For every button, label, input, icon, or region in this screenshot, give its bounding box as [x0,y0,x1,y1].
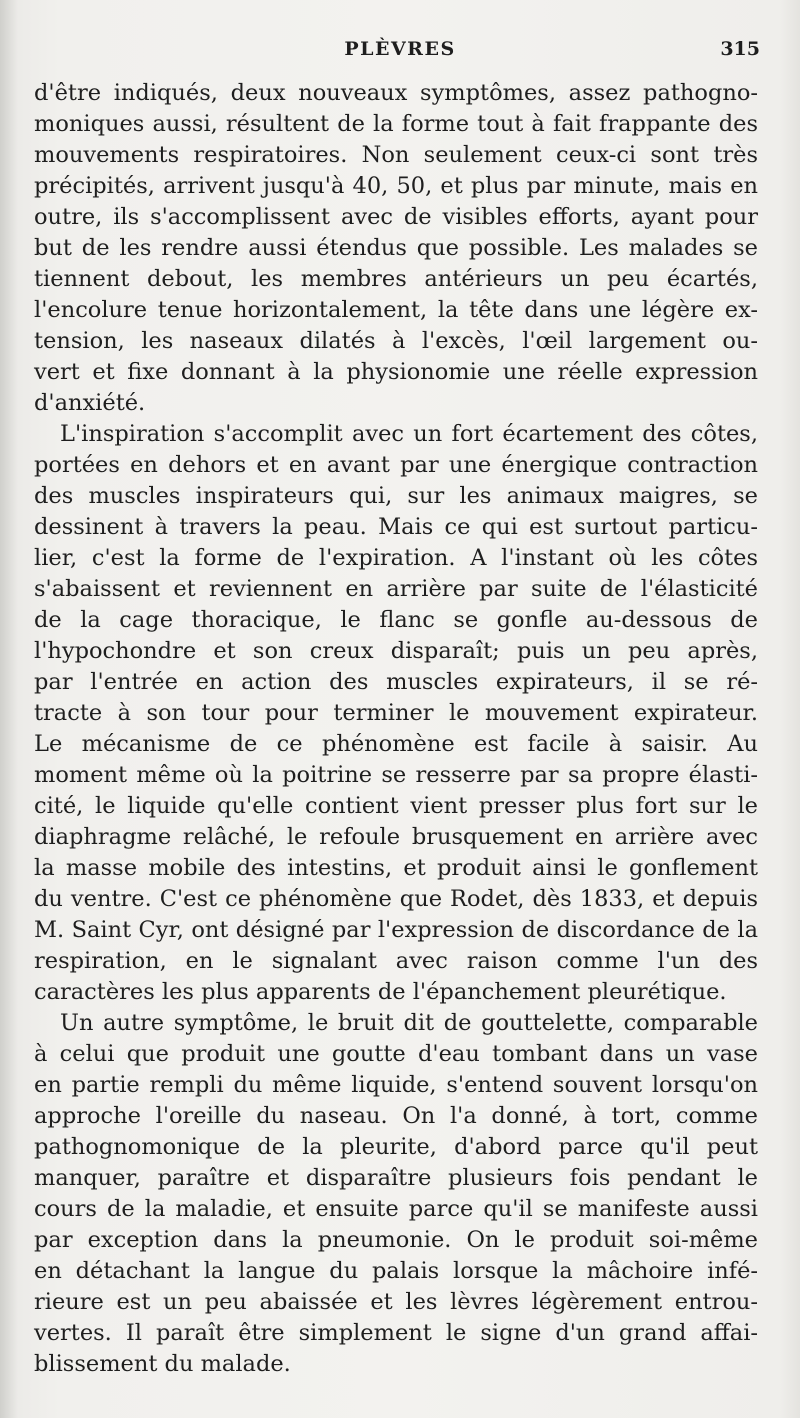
text-line: L'inspiration s'accomplit avec un fort écartement des côtes, [60,421,758,447]
text-line: de la cage thoracique, le flanc se gonfle au-dessous de [34,607,758,633]
text-line: approche l'oreille du naseau. On l'a donné, à tort, comme [34,1103,758,1129]
text-line: pathognomonique de la pleurite, d'abord parce qu'il peut [34,1134,758,1160]
text-line: but de les rendre aussi étendus que possible. Les malades se [34,235,758,261]
text-line: blissement du malade. [34,1351,291,1377]
text-line: cours de la maladie, et ensuite parce qu'il se manifeste aussi [34,1196,758,1222]
text-line: manquer, paraître et disparaître plusieurs fois pendant le [34,1165,758,1191]
text-line: la masse mobile des intestins, et produit ainsi le gonflement [34,855,758,881]
text-line: des muscles inspirateurs qui, sur les animaux maigres, se [34,483,758,509]
text-line: moment même où la poitrine se resserre par sa propre élasti- [34,762,758,788]
text-line: moniques aussi, résultent de la forme tout à fait frappante des [34,111,758,137]
text-line: outre, ils s'accomplissent avec de visibles efforts, ayant pour [34,204,758,230]
text-line: à celui que produit une goutte d'eau tombant dans un vase [34,1041,758,1067]
text-line: vert et fixe donnant à la physionomie une réelle expression [34,359,758,385]
text-line: d'anxiété. [34,390,146,416]
text-line: Un autre symptôme, le bruit dit de gouttelette, comparable [60,1010,758,1036]
text-line: précipités, arrivent jusqu'à 40, 50, et plus par minute, mais en [34,173,758,199]
text-line: lier, c'est la forme de l'expiration. A l'instant où les côtes [34,545,758,571]
text-line: par exception dans la pneumonie. On le produit soi-même [34,1227,758,1253]
text-line: par l'entrée en action des muscles expirateurs, il se ré- [34,669,758,695]
text-line: dessinent à travers la peau. Mais ce qui est surtout particu- [34,514,758,540]
text-line: l'hypochondre et son creux disparaît; puis un peu après, [34,638,758,664]
text-line: tracte à son tour pour terminer le mouvement expirateur. [34,700,758,726]
text-line: Le mécanisme de ce phénomène est facile à saisir. Au [34,731,758,757]
text-line: du ventre. C'est ce phénomène que Rodet, dès 1833, et depuis [34,886,758,912]
paragraph [34,1008,758,1380]
text-line: vertes. Il paraît être simplement le signe d'un grand affai- [34,1320,758,1346]
text-line: rieure est un peu abaissée et les lèvres légèrement entrou- [34,1289,758,1315]
text-line: mouvements respiratoires. Non seulement ceux-ci sont très [34,142,758,168]
text-line: en détachant la langue du palais lorsque la mâchoire infé- [34,1258,758,1284]
page-number: 315 [720,38,760,60]
text-line: respiration, en le signalant avec raison comme l'un des [34,948,758,974]
text-line: diaphragme relâché, le refoule brusquement en arrière avec [34,824,758,850]
running-head [40,38,760,66]
text-line: M. Saint Cyr, ont désigné par l'expression de discordance de la [34,917,758,943]
paragraph [34,419,758,1008]
text-line: l'encolure tenue horizontalement, la tête dans une légère ex- [34,297,758,323]
text-line: tiennent debout, les membres antérieurs un peu écartés, [34,266,758,292]
paragraph [34,78,758,419]
text-line: portées en dehors et en avant par une énergique contraction [34,452,758,478]
text-line: caractères les plus apparents de l'épanchement pleurétique. [34,979,727,1005]
text-line: s'abaissent et reviennent en arrière par suite de l'élasticité [34,576,758,602]
body-text [34,78,758,1380]
text-line: d'être indiqués, deux nouveaux symptômes, assez pathogno- [34,80,758,106]
chapter-title: PLÈVRES [344,38,456,60]
text-line: en partie rempli du même liquide, s'entend souvent lorsqu'on [34,1072,758,1098]
text-line: tension, les naseaux dilatés à l'excès, l'œil largement ou- [34,328,758,354]
text-line: cité, le liquide qu'elle contient vient presser plus fort sur le [34,793,758,819]
